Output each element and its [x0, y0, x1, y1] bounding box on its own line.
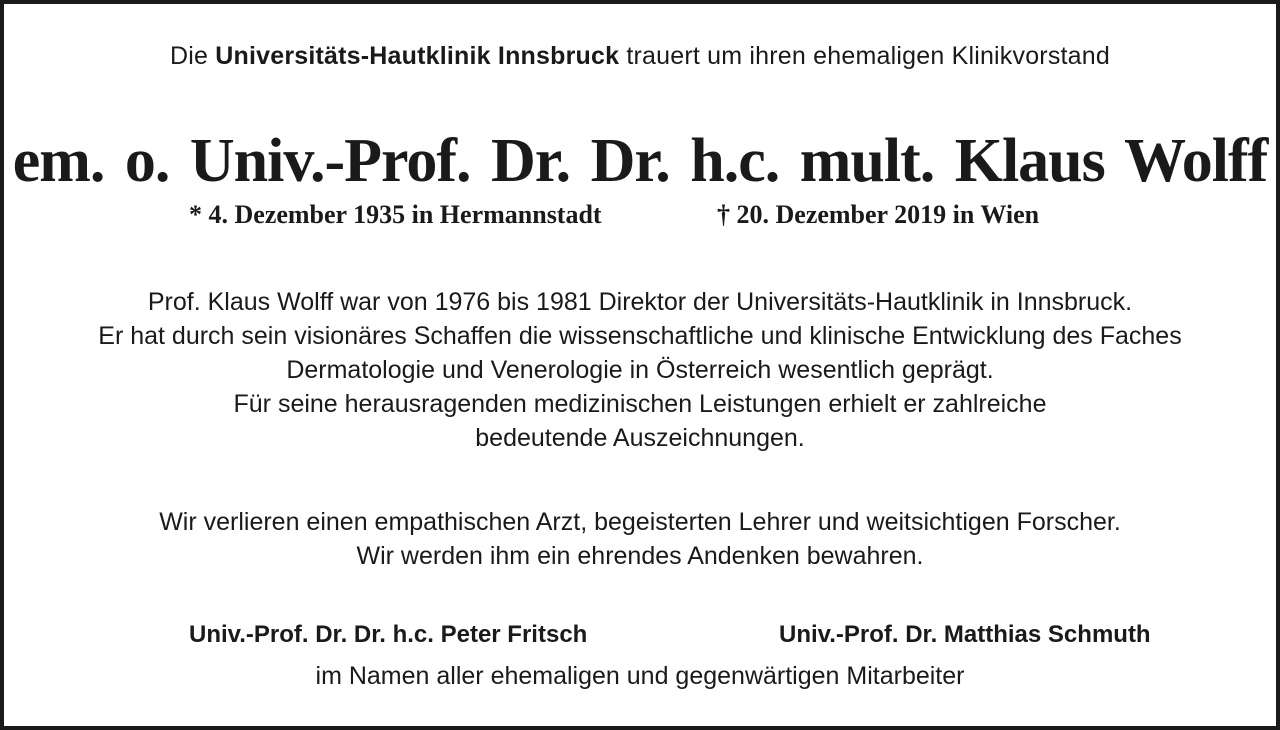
- closing-line: Wir werden ihm ein ehrendes Andenken bewahren.: [356, 542, 924, 570]
- tribute-line: Für seine herausragenden medizinischen Leistungen erhielt er zahlreiche: [233, 390, 1047, 418]
- deceased-name: em. o. Univ.-Prof. Dr. Dr. h.c. mult. Klaus Wolff: [12, 127, 1268, 195]
- death-date: † 20. Dezember 2019 in Wien: [717, 200, 1040, 229]
- tribute-line: Er hat durch sein visionäres Schaffen die wissenschaftliche und klinische Entwicklung des Faches: [98, 322, 1182, 350]
- tribute-line: bedeutende Auszeichnungen.: [475, 424, 805, 452]
- intro-prefix: Die: [170, 42, 216, 70]
- closing-line: Wir verlieren einen empathischen Arzt, begeisterten Lehrer und weitsichtigen Forscher.: [159, 508, 1121, 536]
- signatory-right: Univ.-Prof. Dr. Matthias Schmuth: [779, 621, 1151, 648]
- tribute-line: Prof. Klaus Wolff war von 1976 bis 1981 Direktor der Universitäts-Hautklinik in Innsbruck.: [147, 288, 1133, 316]
- intro-suffix: trauert um ihren ehemaligen Klinikvorstand: [619, 42, 1110, 70]
- signatory-left: Univ.-Prof. Dr. Dr. h.c. Peter Fritsch: [189, 621, 588, 648]
- tribute-paragraph: [4, 285, 1276, 455]
- institution-name: Universitäts-Hautklinik Innsbruck: [215, 42, 620, 70]
- intro-line: [4, 42, 1276, 71]
- closing-paragraph: [4, 505, 1276, 573]
- birth-date: * 4. Dezember 1935 in Hermannstadt: [189, 200, 602, 229]
- footer-line: im Namen aller ehemaligen und gegenwärtigen Mitarbeiter: [315, 662, 965, 690]
- tribute-line: Dermatologie und Venerologie in Österreich wesentlich geprägt.: [286, 356, 994, 384]
